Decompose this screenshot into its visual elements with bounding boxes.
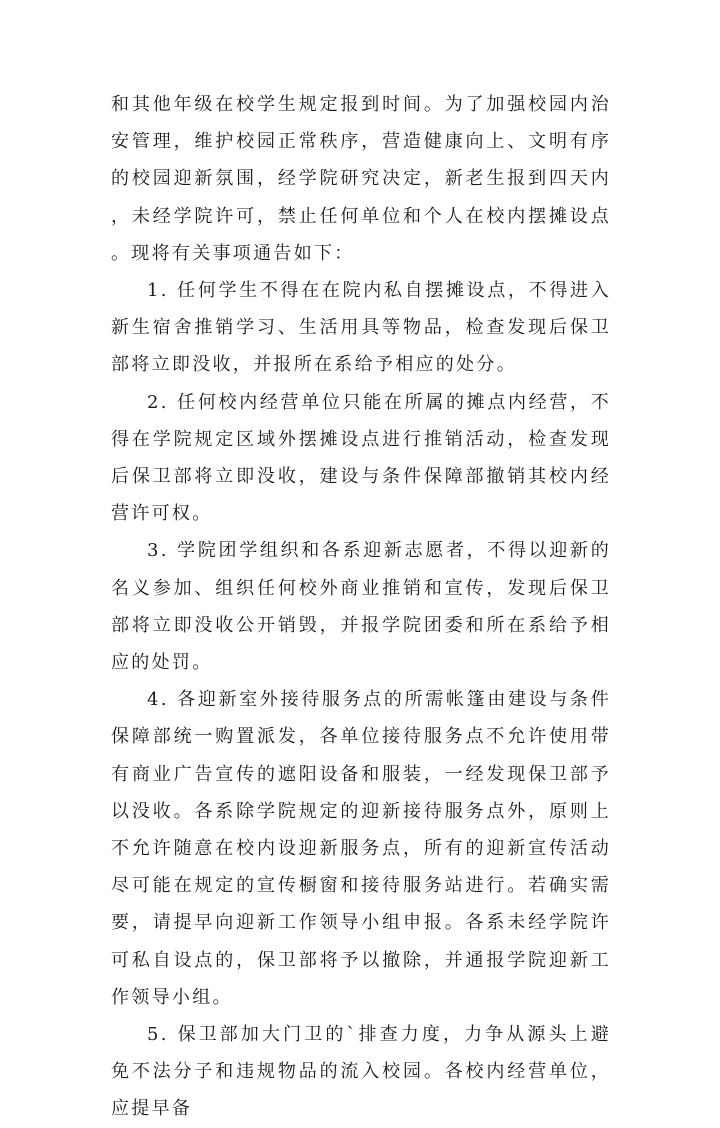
item-3-paragraph: 3. 学院团学组织和各系迎新志愿者，不得以迎新的名义参加、组织任何校外商业推销和宣传，发现后保卫部将立即没收公开销毁，并报学院团委和所在系给予相应的处罚。 (111, 540, 611, 674)
intro-paragraph: 和其他年级在校学生规定报到时间。为了加强校园内治安管理，维护校园正常秩序，营造健康向上、文明有序的校园迎新氛围，经学院研究决定，新老生报到四天内，未经学院许可，禁止任何单位和个人在校内摆摊设点。现将有关事项通告如下： (111, 94, 611, 264)
item-1-paragraph: 1. 任何学生不得在在院内私自摆摊设点，不得进入新生宿舍推销学习、生活用具等物品，检查发现后保卫部将立即没收，并报所在系给予相应的处分。 (111, 280, 611, 376)
item-4-paragraph: 4. 各迎新室外接待服务点的所需帐篷由建设与条件保障部统一购置派发，各单位接待服务点不允许使用带有商业广告宣传的遮阳设备和服装，一经发现保卫部予以没收。各系除学院规定的迎新接待服务点外，原则上不允许随意在校内设迎新服务点，所有的迎新宣传活动尽可能在规定的宣传橱窗和接待服务站进行。若确实需要，请提早向迎新工作领导小组申报。各系未经学院许可私自设点的，保卫部将予以撤除，并通报学院迎新工作领导小组。 (111, 689, 611, 1008)
item-5-paragraph: 5. 保卫部加大门卫的`排查力度，力争从源头上避免不法分子和违规物品的流入校园。各校内经营单位，应提早备 (111, 1024, 611, 1120)
item-2-paragraph: 2. 任何校内经营单位只能在所属的摊点内经营，不得在学院规定区域外摆摊设点进行推销活动，检查发现后保卫部将立即没收，建设与条件保障部撤销其校内经营许可权。 (111, 391, 611, 525)
document-body (111, 86, 611, 1128)
